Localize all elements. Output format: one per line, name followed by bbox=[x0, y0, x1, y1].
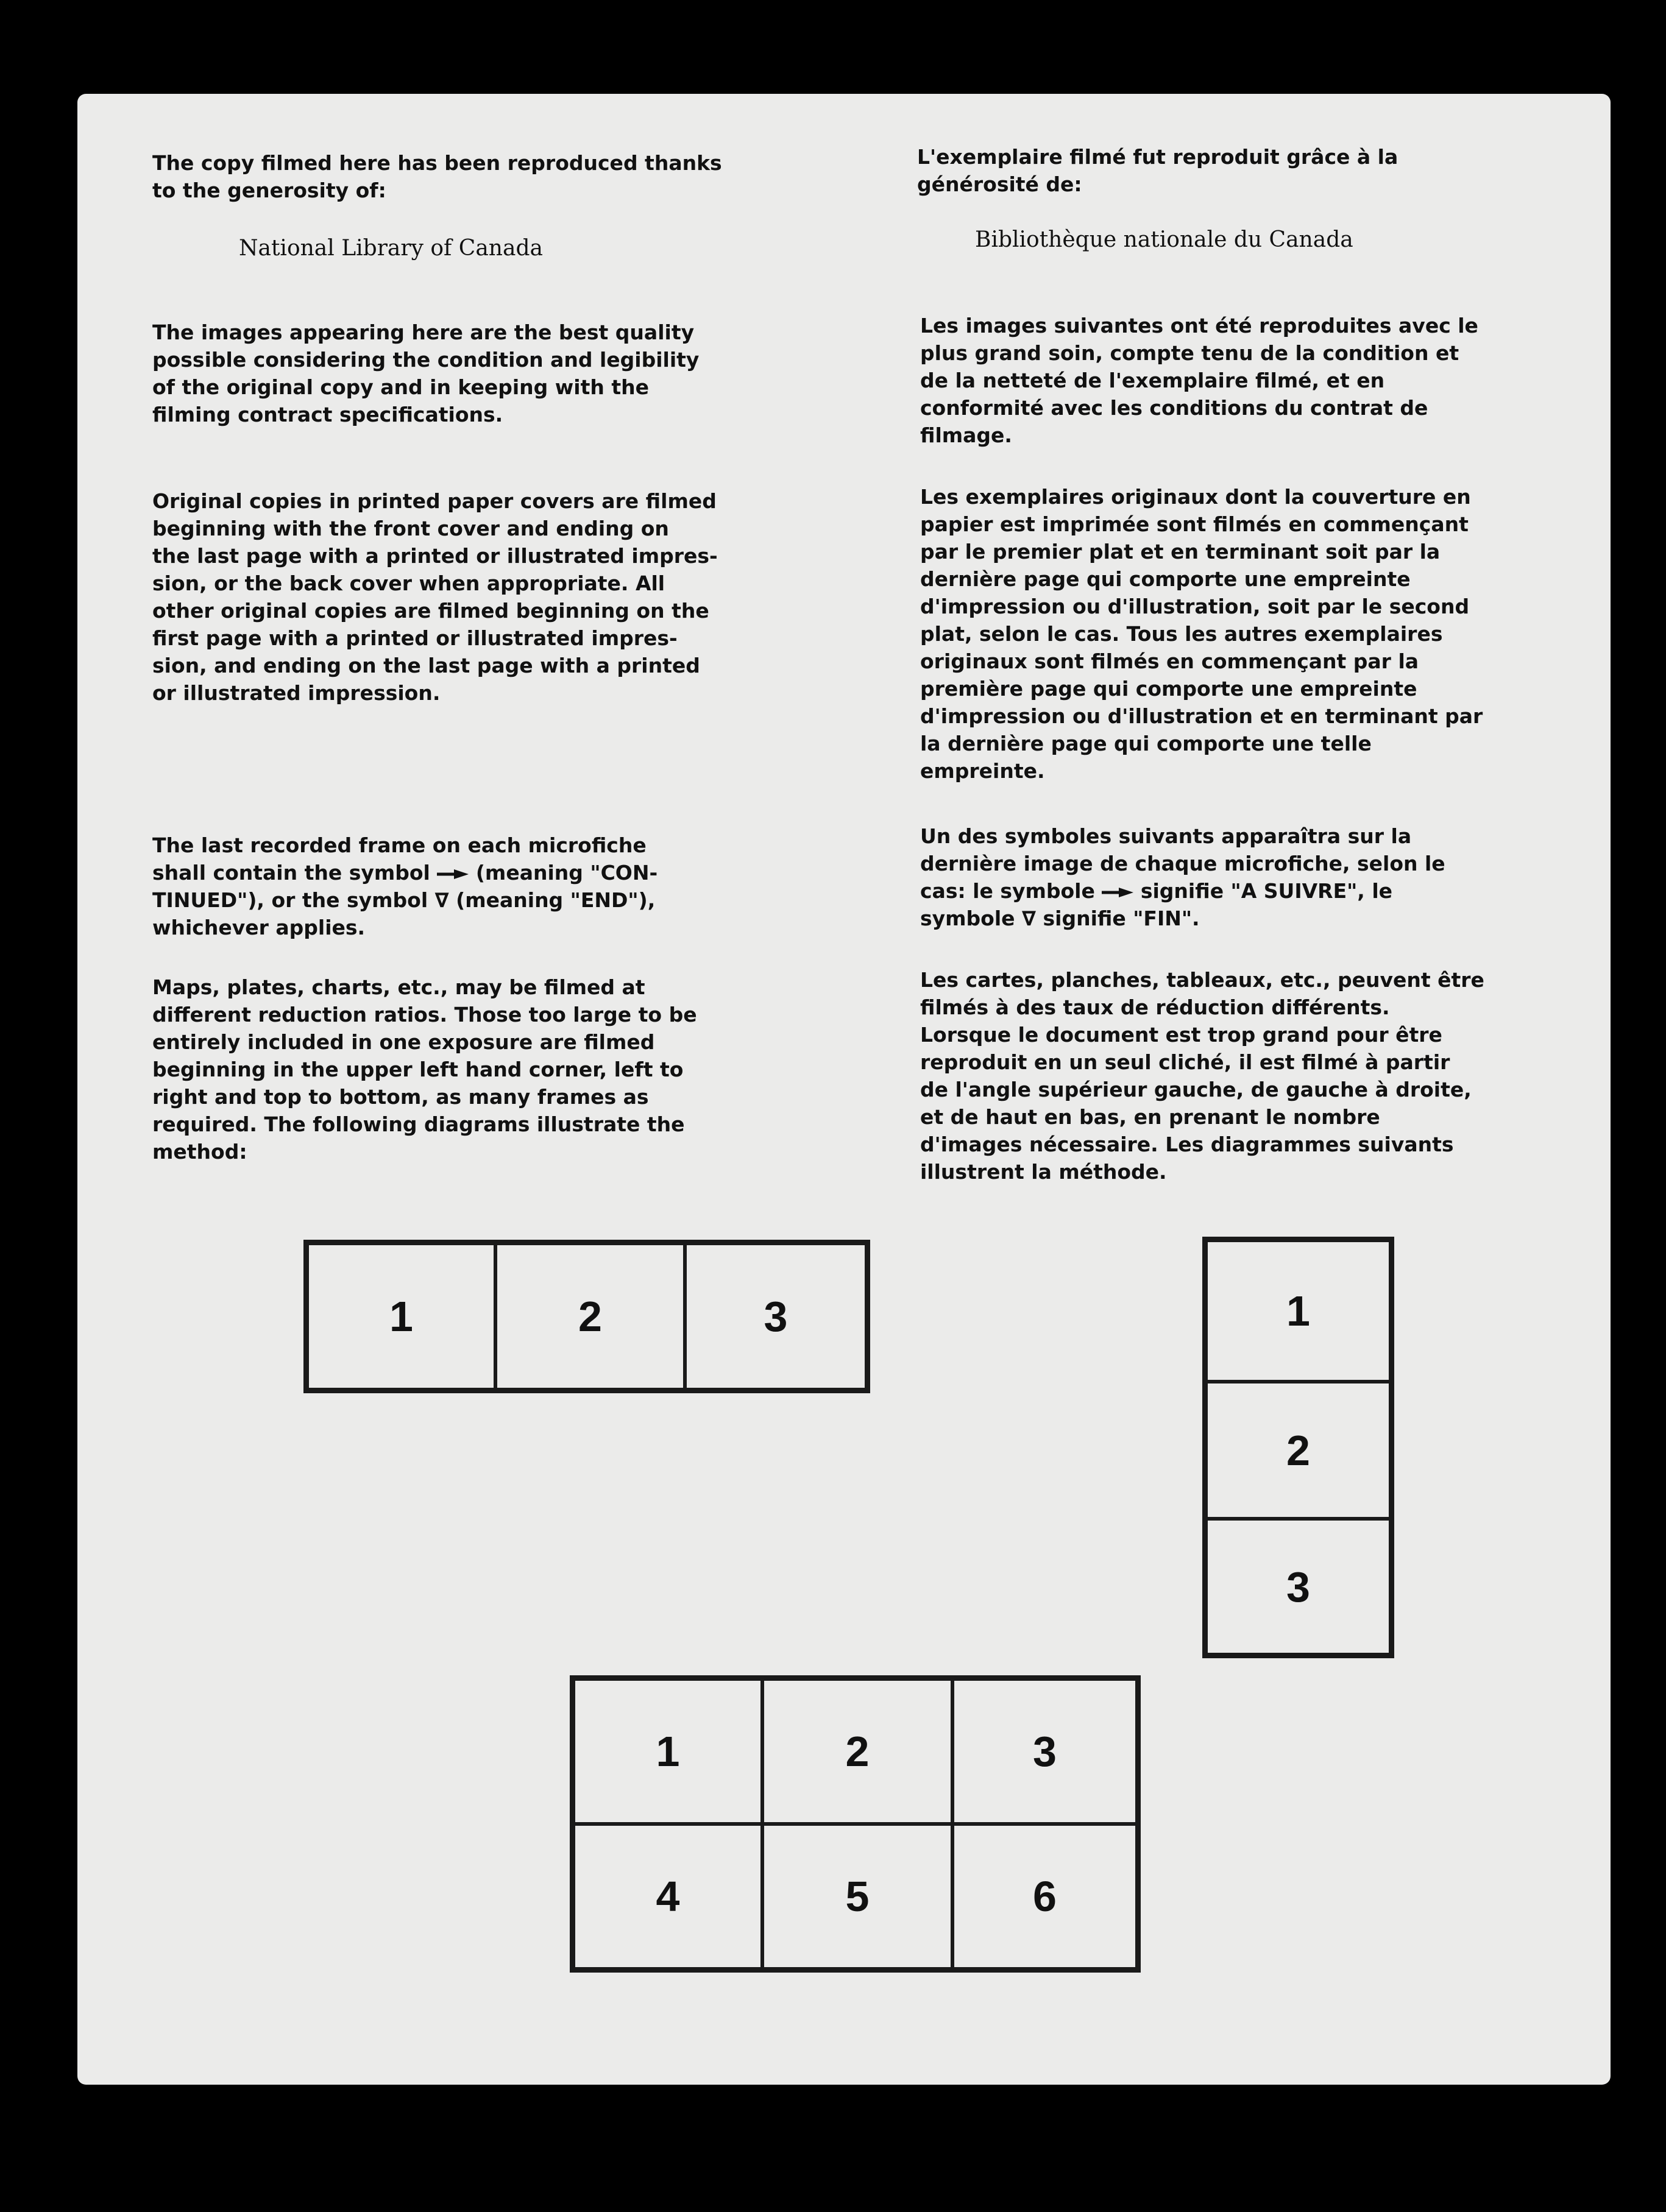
frame-cell: 4 bbox=[573, 1824, 762, 1969]
frame-cell: 3 bbox=[685, 1243, 867, 1390]
french-frame-symbols bbox=[920, 822, 1445, 932]
diagram-vertical-strip bbox=[1202, 1237, 1394, 1658]
text-line: papier est imprimée sont filmés en commençant bbox=[920, 512, 1469, 536]
english-thanks bbox=[152, 149, 722, 204]
frame-cell: 1 bbox=[307, 1243, 495, 1390]
text-line: Lorsque le document est trop grand pour être bbox=[920, 1023, 1442, 1047]
french-thanks bbox=[917, 143, 1398, 198]
text-line: sion, or the back cover when appropriate. All bbox=[152, 571, 665, 595]
text-line: plat, selon le cas. Tous les autres exemplaires bbox=[920, 622, 1443, 646]
text-line bbox=[152, 859, 658, 886]
continued-arrow-icon bbox=[437, 869, 469, 880]
text-line: Les images suivantes ont été reproduites avec le bbox=[920, 314, 1478, 337]
text-line: originaux sont filmés en commençant par la bbox=[920, 649, 1419, 673]
french-library-name: Bibliothèque nationale du Canada bbox=[975, 227, 1353, 252]
text-line: of the original copy and in keeping with the bbox=[152, 375, 649, 399]
text-line: générosité de: bbox=[917, 172, 1082, 196]
text-segment: (meaning "CON- bbox=[469, 861, 658, 885]
text-line: other original copies are filmed beginning on the bbox=[152, 599, 709, 623]
english-quality bbox=[152, 319, 699, 428]
text-line: to the generosity of: bbox=[152, 178, 386, 202]
french-covers bbox=[920, 483, 1483, 785]
text-segment: TINUED"), or the symbol bbox=[152, 888, 435, 912]
text-line: illustrent la méthode. bbox=[920, 1160, 1167, 1184]
text-line: whichever applies. bbox=[152, 916, 366, 939]
text-line: conformité avec les conditions du contrat de bbox=[920, 396, 1428, 420]
text-line: empreinte. bbox=[920, 759, 1045, 783]
text-line: première page qui comporte une empreinte bbox=[920, 677, 1417, 701]
text-line: possible considering the condition and legibility bbox=[152, 348, 700, 372]
frame-cell: 1 bbox=[573, 1679, 762, 1824]
text-line: la dernière page qui comporte une telle bbox=[920, 732, 1372, 755]
text-line: beginning in the upper left hand corner, left to bbox=[152, 1058, 684, 1081]
text-segment: shall contain the symbol bbox=[152, 861, 438, 885]
frame-cell: 1 bbox=[1206, 1240, 1391, 1382]
text-line: The images appearing here are the best quality bbox=[152, 320, 695, 344]
english-frame-symbols bbox=[152, 832, 658, 941]
frame-cell: 3 bbox=[952, 1679, 1137, 1824]
text-line: required. The following diagrams illustrate the bbox=[152, 1112, 685, 1136]
english-covers bbox=[152, 487, 718, 707]
text-line: The last recorded frame on each microfiche bbox=[152, 833, 647, 857]
frame-cell: 2 bbox=[762, 1679, 952, 1824]
text-line bbox=[920, 905, 1445, 932]
continued-arrow-icon bbox=[1102, 887, 1133, 898]
text-line: Un des symboles suivants apparaîtra sur la bbox=[920, 824, 1412, 848]
text-line: entirely included in one exposure are filmed bbox=[152, 1030, 655, 1054]
frame-cell: 3 bbox=[1206, 1519, 1391, 1655]
text-line: Maps, plates, charts, etc., may be filmed at bbox=[152, 975, 645, 999]
text-segment: (meaning "END"), bbox=[448, 888, 656, 912]
text-line: Original copies in printed paper covers are filmed bbox=[152, 489, 717, 513]
text-segment: signifie "A SUIVRE", le bbox=[1133, 879, 1393, 903]
text-segment: cas: le symbole bbox=[920, 879, 1102, 903]
text-line: sion, and ending on the last page with a printed bbox=[152, 654, 700, 677]
text-line: reproduit en un seul cliché, il est filmé à partir bbox=[920, 1050, 1450, 1074]
text-line: et de haut en bas, en prenant le nombre bbox=[920, 1105, 1380, 1129]
text-line: L'exemplaire filmé fut reproduit grâce à la bbox=[917, 145, 1398, 169]
text-line: the last page with a printed or illustrated impres- bbox=[152, 544, 718, 568]
end-symbol-icon: ∇ bbox=[434, 888, 449, 912]
english-library-name: National Library of Canada bbox=[239, 236, 543, 261]
english-maps bbox=[152, 973, 697, 1165]
text-line: method: bbox=[152, 1140, 247, 1164]
frame-cell: 5 bbox=[762, 1824, 952, 1969]
text-line: The copy filmed here has been reproduced thanks bbox=[152, 151, 722, 175]
text-line: plus grand soin, compte tenu de la condition et bbox=[920, 341, 1459, 365]
text-line: de la netteté de l'exemplaire filmé, et en bbox=[920, 369, 1385, 392]
text-line: Les cartes, planches, tableaux, etc., peuvent être bbox=[920, 968, 1484, 992]
text-line: dernière page qui comporte une empreinte bbox=[920, 567, 1411, 591]
text-line: beginning with the front cover and ending on bbox=[152, 517, 669, 540]
text-segment: symbole bbox=[920, 906, 1023, 930]
text-line: or illustrated impression. bbox=[152, 681, 441, 705]
frame-cell: 2 bbox=[495, 1243, 685, 1390]
text-line: dernière image de chaque microfiche, selon le bbox=[920, 852, 1445, 875]
text-line: par le premier plat et en terminant soit par la bbox=[920, 540, 1441, 564]
french-quality bbox=[920, 312, 1478, 449]
text-line: d'impression ou d'illustration et en terminant par bbox=[920, 704, 1483, 728]
text-line: d'impression ou d'illustration, soit par le second bbox=[920, 595, 1470, 618]
text-line: d'images nécessaire. Les diagrammes suivants bbox=[920, 1133, 1454, 1156]
diagram-grid-2x3 bbox=[570, 1675, 1141, 1973]
text-line: right and top to bottom, as many frames as bbox=[152, 1085, 649, 1109]
text-segment: signifie "FIN". bbox=[1036, 906, 1200, 930]
text-line: de l'angle supérieur gauche, de gauche à droite, bbox=[920, 1078, 1472, 1101]
text-line: Les exemplaires originaux dont la couverture en bbox=[920, 485, 1471, 509]
text-line: filming contract specifications. bbox=[152, 403, 503, 426]
text-line: filmés à des taux de réduction différents. bbox=[920, 995, 1390, 1019]
diagram-horizontal-strip bbox=[303, 1240, 870, 1393]
text-line bbox=[152, 886, 658, 914]
frame-cell: 2 bbox=[1206, 1382, 1391, 1519]
text-line: different reduction ratios. Those too large to be bbox=[152, 1003, 697, 1026]
french-maps bbox=[920, 966, 1484, 1186]
end-symbol-icon: ∇ bbox=[1022, 906, 1037, 930]
text-line bbox=[920, 877, 1445, 905]
text-line: first page with a printed or illustrated impres- bbox=[152, 626, 678, 650]
text-line: filmage. bbox=[920, 423, 1012, 447]
frame-cell: 6 bbox=[952, 1824, 1137, 1969]
